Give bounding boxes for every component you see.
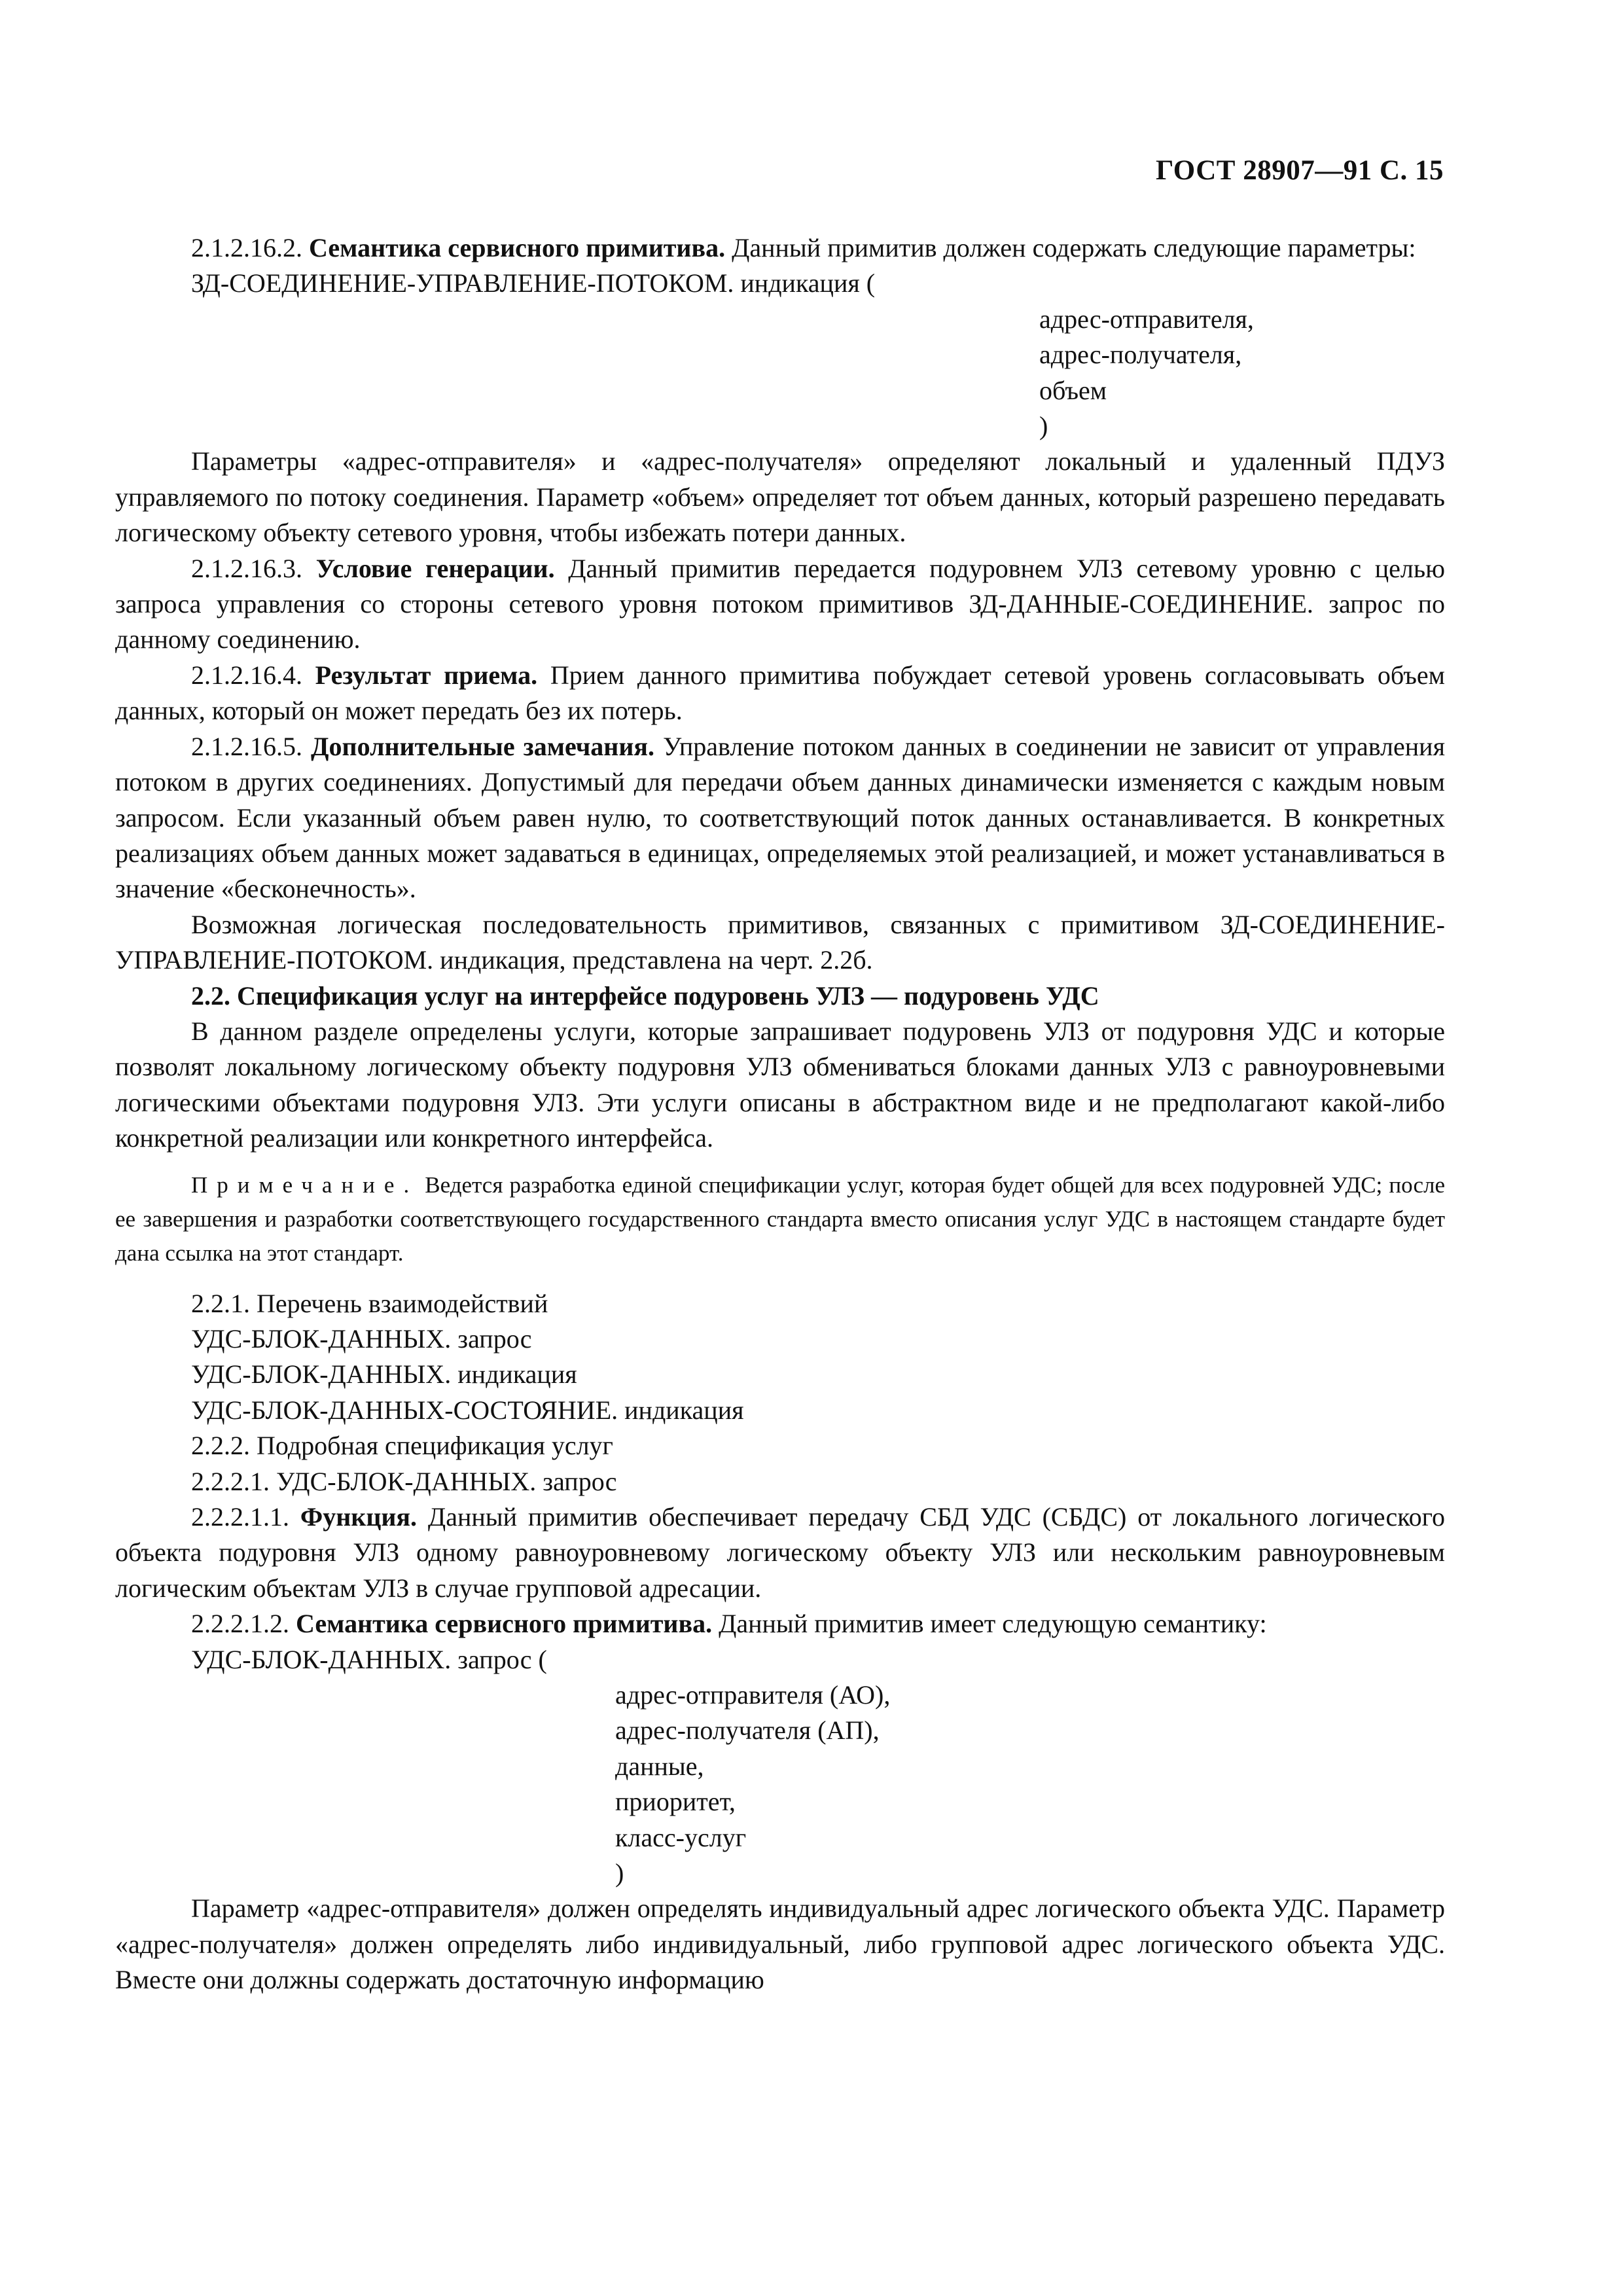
paragraph: Параметры «адрес-отправителя» и «адрес-получателя» определяют локальный и удаленный ПДУЗ управляемого по потоку соединения. Параметр «объем» определяет тот объем данных, который разрешено передавать логическому объекту сетевого уровня, чтобы избежать потери данных. — [115, 446, 1445, 548]
clause-number: 2.1.2.16.3. — [191, 553, 302, 583]
param-item: ) — [615, 1858, 624, 1888]
param-item: объем — [1039, 375, 1107, 405]
clause-2-1-2-16-5 — [115, 729, 1445, 907]
clause-text: Данный примитив передается подуровнем УЛЗ сетевому уровню с целью запроса управления со стороны сетевого уровня потоком примитивов ЗД-ДАННЫЕ-СОЕДИНЕНИЕ. запрос по данному соединению. — [115, 553, 1446, 655]
param-item: данные, — [615, 1751, 704, 1781]
param-item: класс-услуг — [615, 1822, 747, 1852]
clause-2-1-2-16-2 — [115, 230, 1445, 266]
clause-text: Прием данного примитива побуждает сетевой уровень согласовывать объем данных, который он может передать без их потерь. — [115, 660, 1445, 726]
clause-2-2-2-1-2 — [115, 1606, 1445, 1641]
section-heading-text: 2.2. Спецификация услуг на интерфейсе подуровень УЛЗ — подуровень УДС — [191, 980, 1099, 1011]
clause-text: Данный примитив обеспечивает передачу СБД УДС (СБДС) от локального логического объекта подуровня УЛЗ одному равноуровневому логическому объекту УЛЗ или нескольким равноуровневым логическим объектам УЛЗ в случае групповой адресации. — [115, 1502, 1446, 1603]
clause-number: 2.2.2.1.1. — [191, 1502, 289, 1532]
param-item: ) — [1039, 411, 1048, 441]
section-heading-2-2 — [115, 978, 1445, 1014]
clause-heading: Функция. — [300, 1502, 418, 1532]
clause-number: 2.1.2.16.5. — [191, 731, 302, 761]
list-item: УДС-БЛОК-ДАННЫХ. индикация — [191, 1359, 577, 1390]
document-body — [115, 230, 1445, 1998]
clause-2-1-2-16-4 — [115, 658, 1445, 729]
list-item: УДС-БЛОК-ДАННЫХ-СОСТОЯНИЕ. индикация — [191, 1395, 744, 1425]
note — [115, 1168, 1445, 1270]
clause-heading: Результат приема. — [315, 660, 538, 690]
paragraph: Возможная логическая последовательность примитивов, связанных с примитивом ЗД-СОЕДИНЕНИЕ-УПРАВЛЕНИЕ-ПОТОКОМ. индикация, представлена на черт. 2.2б. — [115, 909, 1445, 975]
paragraph: Параметр «адрес-отправителя» должен определять индивидуальный адрес логического объекта УДС. Параметр «адрес-получателя» должен определять либо индивидуальный, либо групповой адрес логического объекта УДС. Вместе они должны содержать достаточную информацию — [115, 1893, 1445, 1995]
clause-number: 2.1.2.16.2. — [191, 233, 302, 262]
clause-heading: Условие генерации. — [315, 553, 555, 583]
list-item: 2.2.1. Перечень взаимодействий — [191, 1288, 548, 1318]
clause-number: 2.1.2.16.4. — [191, 660, 302, 690]
primitive-params — [115, 302, 1445, 444]
primitive-signature: УДС-БЛОК-ДАННЫХ. запрос ( — [191, 1644, 547, 1674]
list-item: УДС-БЛОК-ДАННЫХ. запрос — [191, 1323, 532, 1354]
clause-heading: Семантика сервисного примитива. — [296, 1609, 713, 1639]
param-item: адрес-получателя, — [1039, 340, 1242, 370]
param-item: приоритет, — [615, 1787, 736, 1817]
note-text: Ведется разработка единой спецификации услуг, которая будет общей для всех подуровней УДС; после ее завершения и разработки соответствующего государственного стандарта вместо описания услуг УДС в настоящем стандарте будет дана ссылка на этот стандарт. — [115, 1172, 1445, 1266]
clause-2-1-2-16-3 — [115, 551, 1445, 658]
param-item: адрес-получателя (АП), — [615, 1715, 880, 1746]
list-item: 2.2.2. Подробная спецификация услуг — [191, 1431, 613, 1461]
clause-heading: Семантика сервисного примитива. — [309, 233, 726, 262]
clause-text: Данный примитив имеет следующую семантику: — [712, 1609, 1267, 1639]
primitive-params — [115, 1677, 1445, 1891]
clause-heading: Дополнительные замечания. — [311, 731, 655, 761]
note-label: Примечание. — [191, 1172, 419, 1198]
page-header: ГОСТ 28907—91 С. 15 — [1155, 155, 1444, 186]
primitive-signature: ЗД-СОЕДИНЕНИЕ-УПРАВЛЕНИЕ-ПОТОКОМ. индикация ( — [191, 268, 876, 298]
list-item: 2.2.2.1. УДС-БЛОК-ДАННЫХ. запрос — [191, 1466, 617, 1496]
param-item: адрес-отправителя, — [1039, 304, 1254, 334]
clause-2-2-2-1-1 — [115, 1499, 1445, 1606]
clause-number: 2.2.2.1.2. — [191, 1609, 289, 1639]
clause-text: Управление потоком данных в соединении не зависит от управления потоком в других соединениях. Допустимый для передачи объем данных динамически изменяется с каждым новым запросом. Если указанный объем равен нулю, то соответствующий поток данных останавливается. В конкретных реализациях объем данных может задаваться в единицах, определяемых этой реализацией, и может устанавливаться в значение «бесконечность». — [115, 731, 1445, 904]
clause-text: Данный примитив должен содержать следующие параметры: — [725, 233, 1416, 262]
param-item: адрес-отправителя (АО), — [615, 1680, 891, 1710]
paragraph: В данном разделе определены услуги, которые запрашивает подуровень УЛЗ от подуровня УДС и которые позволят локальному логическому объекту подуровня УЛЗ обмениваться блоками данных УЛЗ с равноуровневыми логическими объектами подуровня УЛЗ. Эти услуги описаны в абстрактном виде и не предполагают какой-либо конкретной реализации или конкретного интерфейса. — [115, 1016, 1445, 1153]
